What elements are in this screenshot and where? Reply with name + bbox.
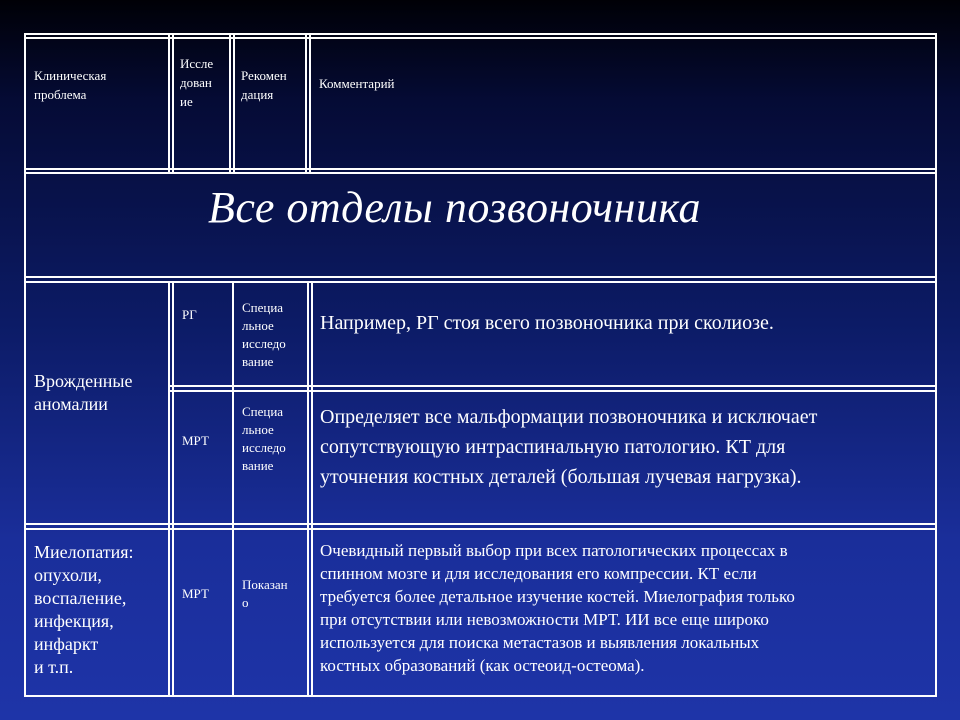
row3-study: МРТ — [182, 586, 209, 601]
rule-header-bottom-2 — [24, 172, 937, 174]
table-border-right — [935, 33, 937, 697]
row1-comment: Например, РГ стоя всего позвоночника при сколиозе. — [320, 312, 774, 334]
body-sep-1b — [172, 281, 174, 697]
header-comment: Комментарий — [319, 76, 395, 91]
rule-section-bottom-2 — [24, 281, 937, 283]
row-congenital-problem: Врожденные аномалии — [34, 371, 133, 414]
rule-bottom — [24, 695, 937, 697]
row3-comment: Очевидный первый выбор при всех патологических процессах в спинном мозге и для исследования его компрессии. КТ если требуется более детальное изучение костей. Миелография только при отсутствии или невозможности МРТ. ИИ все еще широко используется для поиска метастазов и выявления локальных костных образований (как остеоид-остеома). — [320, 541, 795, 675]
header-sep-2 — [229, 33, 231, 173]
body-sep-3b — [311, 281, 313, 697]
header-sep-1 — [168, 33, 170, 173]
header-recommendation: Рекомен дация — [241, 68, 287, 102]
row1-study: РГ — [182, 307, 197, 322]
row2-recommendation: Специа льное исследо вание — [242, 404, 286, 473]
rule-top-2 — [24, 37, 937, 39]
row3-recommendation: Показан о — [242, 577, 288, 610]
rule-header-bottom — [24, 168, 937, 170]
header-sep-3 — [305, 33, 307, 173]
rule-row1-bottom — [170, 385, 937, 387]
rule-row2-bottom — [24, 523, 937, 525]
header-study: Иссле дован ие — [180, 56, 214, 109]
rule-row1-bottom-2 — [170, 390, 937, 392]
row2-comment: Определяет все мальформации позвоночника и исключает сопутствующую интраспинальную патологию. КТ для уточнения костных деталей (большая лучевая нагрузка). — [320, 406, 818, 488]
body-sep-1 — [168, 281, 170, 697]
row2-study: МРТ — [182, 433, 209, 448]
header-clinical-problem: Клиническая проблема — [34, 68, 107, 102]
rule-section-bottom — [24, 276, 937, 278]
header-sep-3b — [309, 33, 311, 173]
body-sep-3 — [307, 281, 309, 697]
table-border-left — [24, 33, 26, 697]
body-sep-2 — [232, 281, 234, 697]
rule-top — [24, 33, 937, 35]
section-title: Все отделы позвоночника — [208, 183, 701, 232]
row1-recommendation: Специа льное исследо вание — [242, 300, 286, 369]
row-myelopathy-problem: Миелопатия: опухоли, воспаление, инфекция, инфаркт и т.п. — [34, 542, 134, 677]
header-sep-2b — [233, 33, 235, 173]
rule-row2-bottom-2 — [24, 528, 937, 530]
header-sep-1b — [172, 33, 174, 173]
